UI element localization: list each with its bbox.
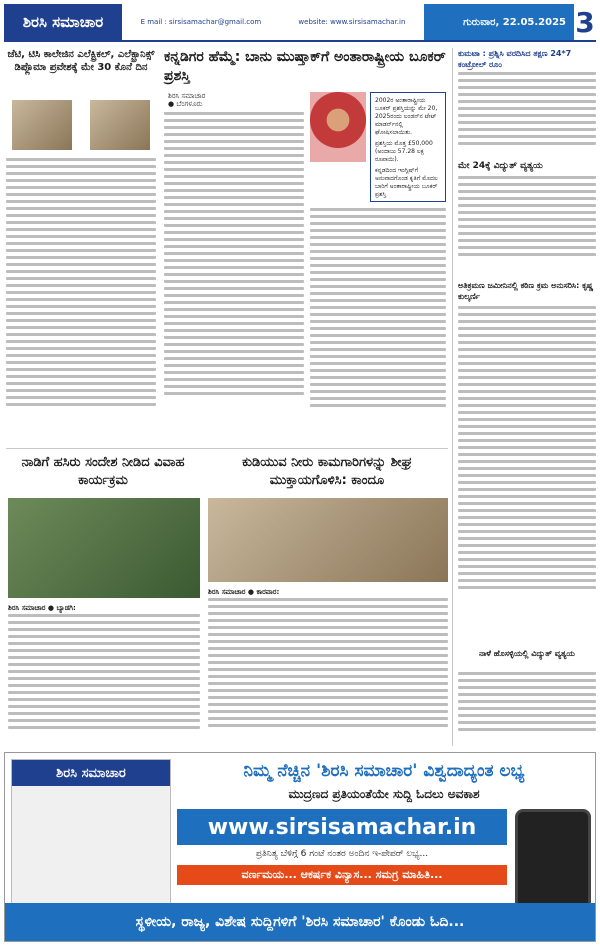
middle-right-headline: ಕುಡಿಯುವ ನೀರು ಕಾಮಗಾರಿಗಳನ್ನು ಶೀಘ್ರ ಮುಕ್ತಾಯಗೊಳಿಸಿ: ಕಾಂದೂ: [242, 455, 412, 488]
ad-strip: ವರ್ಣಮಯ... ಆಕರ್ಷಕ ವಿನ್ಯಾಸ... ಸಮಗ್ರ ಮಾಹಿತಿ...: [177, 865, 507, 885]
ad-url: www.sirsisamachar.in: [177, 809, 507, 845]
main-headline: ಕನ್ನಡಿಗರ ಹೆಮ್ಮೆ: ಬಾನು ಮುಷ್ತಾಕ್‌ಗೆ ಅಂತಾರಾಷ್ಟ್ರೀಯ ಬೂಕರ್ ಪ್ರಶಸ್ತಿ: [164, 49, 446, 84]
sidebar-head-4: ನಾಳೆ ಹೊಸಳ್ಳಿಯಲ್ಲಿ ವಿದ್ಯುತ್ ವ್ಯತ್ಯಯ: [479, 649, 575, 658]
newspaper-logo: ಶಿರಸಿ ಸಮಾಚಾರ: [4, 4, 122, 40]
middle-left-body: [8, 614, 200, 746]
wedding-photo: [8, 498, 200, 598]
top-left-body: [6, 158, 156, 443]
ad-title: ನಿಮ್ಮ ನೆಚ್ಚಿನ 'ಶಿರಸಿ ಸಮಾಚಾರ' ವಿಶ್ವದಾದ್ಯಂತ ಲಭ್ಯ: [243, 761, 525, 781]
highlights-box: [370, 92, 446, 202]
main-byline: ಶಿರಸಿ ಸಮಾಚಾರ: [168, 92, 206, 100]
page-number: 3: [575, 5, 595, 39]
sidebar-body-2: [458, 176, 596, 272]
sidebar-head-3: ಅತಿಕ್ರಮಣ ಜಮೀನಿನಲ್ಲಿ ಕಠಿಣ ಕ್ರಮ ಅನುಸರಿಸಿ: ಕೃಷ್ಣ ಕುಲ್ಕರ್ಣಿ: [458, 281, 594, 301]
middle-left-headline: ನಾಡಿಗೆ ಹಸಿರು ಸಂದೇಶ ನೀಡಿದ ವಿವಾಹ ಕಾರ್ಯಕ್ರಮ: [21, 455, 185, 488]
college-photo-1: [12, 100, 72, 150]
sidebar-head-2: ಮೇ 24ಕ್ಕೆ ವಿದ್ಯುತ್ ವ್ಯತ್ಯಯ: [458, 161, 543, 171]
middle-right-dateline: ಶಿರಸಿ ಸಮಾಚಾರ ● ಕಾರವಾರ:: [208, 588, 280, 596]
sidebar-rule: [452, 48, 453, 746]
highlight-2: ಪ್ರಶಸ್ತಿಯ ಮೊತ್ತ £50,000 (ಅಂದಾಜು 57.28 ಲಕ್ಷ ರೂಪಾಯಿ).: [375, 140, 433, 163]
middle-left-dateline: ಶಿರಸಿ ಸಮಾಚಾರ ● ಬ್ಯಾಡಗಿ:: [8, 604, 76, 612]
highlight-1: 2002ರ ಅಂತಾರಾಷ್ಟ್ರೀಯ ಬೂಕರ್ ಪ್ರಶಸ್ತಿಯನ್ನು ಮೇ 20, 2025ರಂದು ಲಂಡನ್‌ನ ಟೇಟ್ ಮಾಡರ್ನ್‌ನಲ್ಲಿ ಘೋಷಿಸಲಾಯಿತು.: [375, 97, 438, 136]
ad-footer: ಸ್ಥಳೀಯ, ರಾಜ್ಯ, ವಿಶೇಷ ಸುದ್ದಿಗಳಿಗೆ 'ಶಿರಸಿ ಸಮಾಚಾರ' ಕೊಂಡು ಓದಿ...: [5, 903, 595, 941]
masthead-info: [122, 4, 424, 40]
masthead-website: website: www.sirsisamachar.in: [298, 18, 406, 26]
advertisement: [4, 752, 596, 942]
middle-right-body: [208, 598, 448, 746]
masthead: [4, 4, 596, 42]
sidebar-body-3: [458, 306, 596, 640]
meeting-photo: [208, 498, 448, 582]
main-body-col-1: [164, 112, 304, 442]
main-body-col-2: [310, 208, 446, 442]
sidebar-body-4: [458, 672, 596, 744]
sidebar-head-1: ಕುಮಟಾ : ಪ್ರಶ್ನಿಸಿ ವರದಿಸಿದ ತಕ್ಷಣ 24*7 ಕಂಟ್ರೋಲ್ ರೂಂ: [458, 49, 572, 69]
college-photo-2: [90, 100, 150, 150]
top-left-headline: ಜೆಟಿ, ಟಿಸಿ ಕಾಲೇಜಿನ ಎಲೆಕ್ಟ್ರಿಕಲ್, ಎಲೆಕ್ಟ್ರಾನಿಕ್ಸ್ ಡಿಪ್ಲೊಮಾ ಪ್ರವೇಶಕ್ಕೆ ಮೇ 30 ಕೊನೆ ದಿನ: [7, 49, 155, 73]
ad-note: ಪ್ರತಿನಿತ್ಯ ಬೆಳಿಗ್ಗೆ 6 ಗಂಟೆ ನಂತರ ಅಂದಿನ ಇ-ಪೇಪರ್ ಲಭ್ಯ...: [255, 849, 429, 859]
highlight-3: ಕನ್ನಡದಿಂದ ಇಂಗ್ಲಿಷ್‌ಗೆ ಅನುವಾದಗೊಂಡ ಕೃತಿಗೆ ಮೊದಲ ಬಾರಿಗೆ ಅಂತಾರಾಷ್ಟ್ರೀಯ ಬೂಕರ್ ಪ್ರಶಸ್ತಿ: [375, 167, 438, 198]
main-dateline: ● ಬೆಂಗಳೂರು: [168, 100, 203, 108]
masthead-email: E mail : sirsisamachar@gmail.com: [140, 18, 262, 26]
sidebar-body-1: [458, 72, 596, 154]
middle-top-rule: [6, 448, 448, 449]
ad-subtitle: ಮುದ್ರಣದ ಪ್ರತಿಯಂತೆಯೇ ಸುದ್ದಿ ಓದಲು ಅವಕಾಶ: [288, 787, 480, 801]
masthead-date: ಗುರುವಾರ, 22.05.2025: [424, 4, 574, 40]
author-photo: [310, 92, 366, 162]
ad-logo: ಶಿರಸಿ ಸಮಾಚಾರ: [12, 760, 170, 786]
